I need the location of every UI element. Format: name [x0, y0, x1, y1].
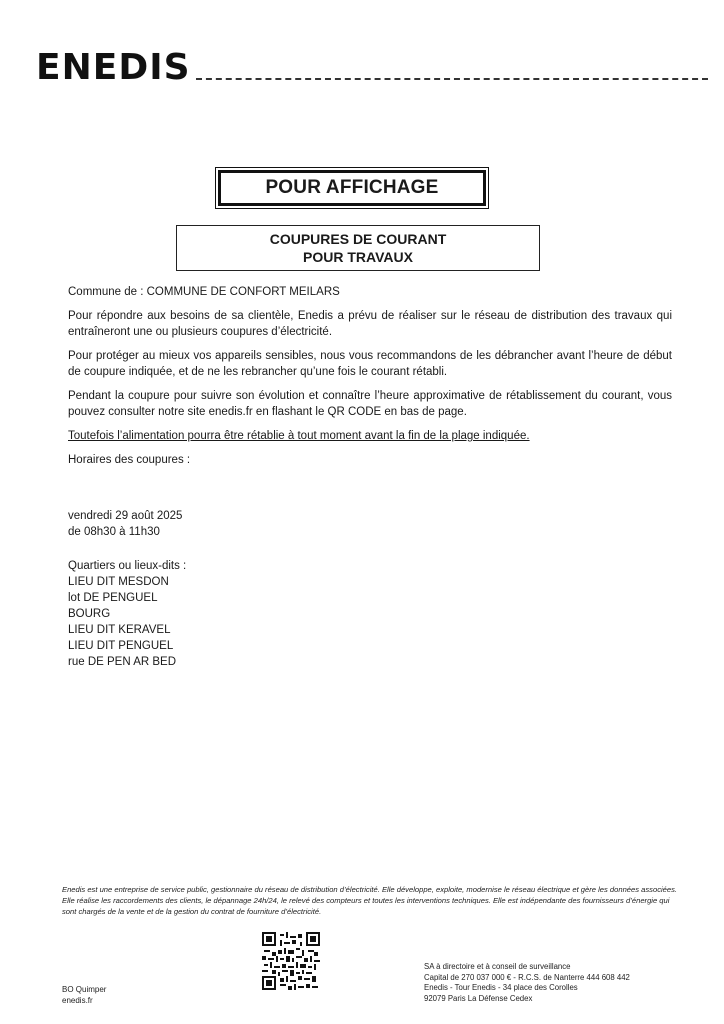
notice-content: [68, 284, 672, 670]
subtitle-line-1: COUPURES DE COURANT: [269, 231, 447, 247]
office-name: BO Quimper: [62, 985, 107, 994]
place-item: LIEU DIT MESDON: [68, 576, 169, 588]
place-item: rue DE PEN AR BED: [68, 656, 177, 668]
place-item: LIEU DIT PENGUEL: [68, 640, 174, 652]
place-item: lot DE PENGUEL: [68, 592, 158, 604]
paragraph-1: Pour répondre aux besoins de sa clientèle, Enedis a prévu de réaliser sur le réseau de distribution des travaux qui entraîneront une ou plusieurs coupures d’électricité.: [68, 310, 672, 338]
place-item: LIEU DIT KERAVEL: [68, 624, 171, 636]
pour-affichage-box: POUR AFFICHAGE: [218, 170, 486, 206]
corporate-info: [424, 962, 630, 1004]
schedule-label: Horaires des coupures :: [68, 454, 191, 466]
website-link[interactable]: enedis.fr: [62, 996, 93, 1005]
footer-legal-note: Enedis est une entreprise de service public, gestionnaire du réseau de distribution d’électricité. Elle développe, exploite, modernise le réseau électrique et gère les données associées. Elle réalise les raccordements des clients, le dépannage 24h/24, le relevé des compteurs et toutes les interventions techniques. Elle est indépendante des fournisseurs d’énergie qui sont chargés de la vente et de la gestion du contrat de fourniture d’électricité.: [62, 885, 678, 916]
paragraph-2: Pour protéger au mieux vos appareils sensibles, nous vous recommandons de les débrancher avant l’heure de début de coupure indiquée, et de ne les rebrancher qu’une fois le courant rétabli.: [68, 350, 672, 378]
header-rule: [196, 78, 708, 80]
corp-line: Capital de 270 037 000 € - R.C.S. de Nanterre 444 608 442: [424, 972, 630, 982]
corp-line: Enedis - Tour Enedis - 34 place des Corolles: [424, 983, 578, 992]
office-info: [62, 984, 106, 1006]
places-block: [68, 558, 672, 670]
paragraph-4: Toutefois l’alimentation pourra être rétablie à tout moment avant la fin de la plage indiquée.: [68, 430, 530, 442]
schedule-time: de 08h30 à 11h30: [68, 526, 160, 538]
places-label: Quartiers ou lieux-dits :: [68, 560, 187, 572]
commune-line: Commune de : COMMUNE DE CONFORT MEILARS: [68, 286, 340, 298]
schedule-date: vendredi 29 août 2025: [68, 510, 183, 522]
place-item: BOURG: [68, 608, 111, 620]
enedis-logo: ENEDIS: [36, 47, 191, 88]
subtitle-line-2: POUR TRAVAUX: [303, 249, 413, 265]
notice-subtitle-box: [176, 225, 540, 271]
corp-line: 92079 Paris La Défense Cedex: [424, 993, 533, 1003]
schedule-block: [68, 508, 672, 540]
qr-code-icon[interactable]: [262, 932, 320, 990]
corp-line: SA à directoire et à conseil de surveillance: [424, 962, 571, 971]
paragraph-3: Pendant la coupure pour suivre son évolution et connaître l’heure approximative de rétablissement du courant, vous pouvez consulter notre site enedis.fr en flashant le QR CODE en bas de page.: [68, 390, 672, 418]
